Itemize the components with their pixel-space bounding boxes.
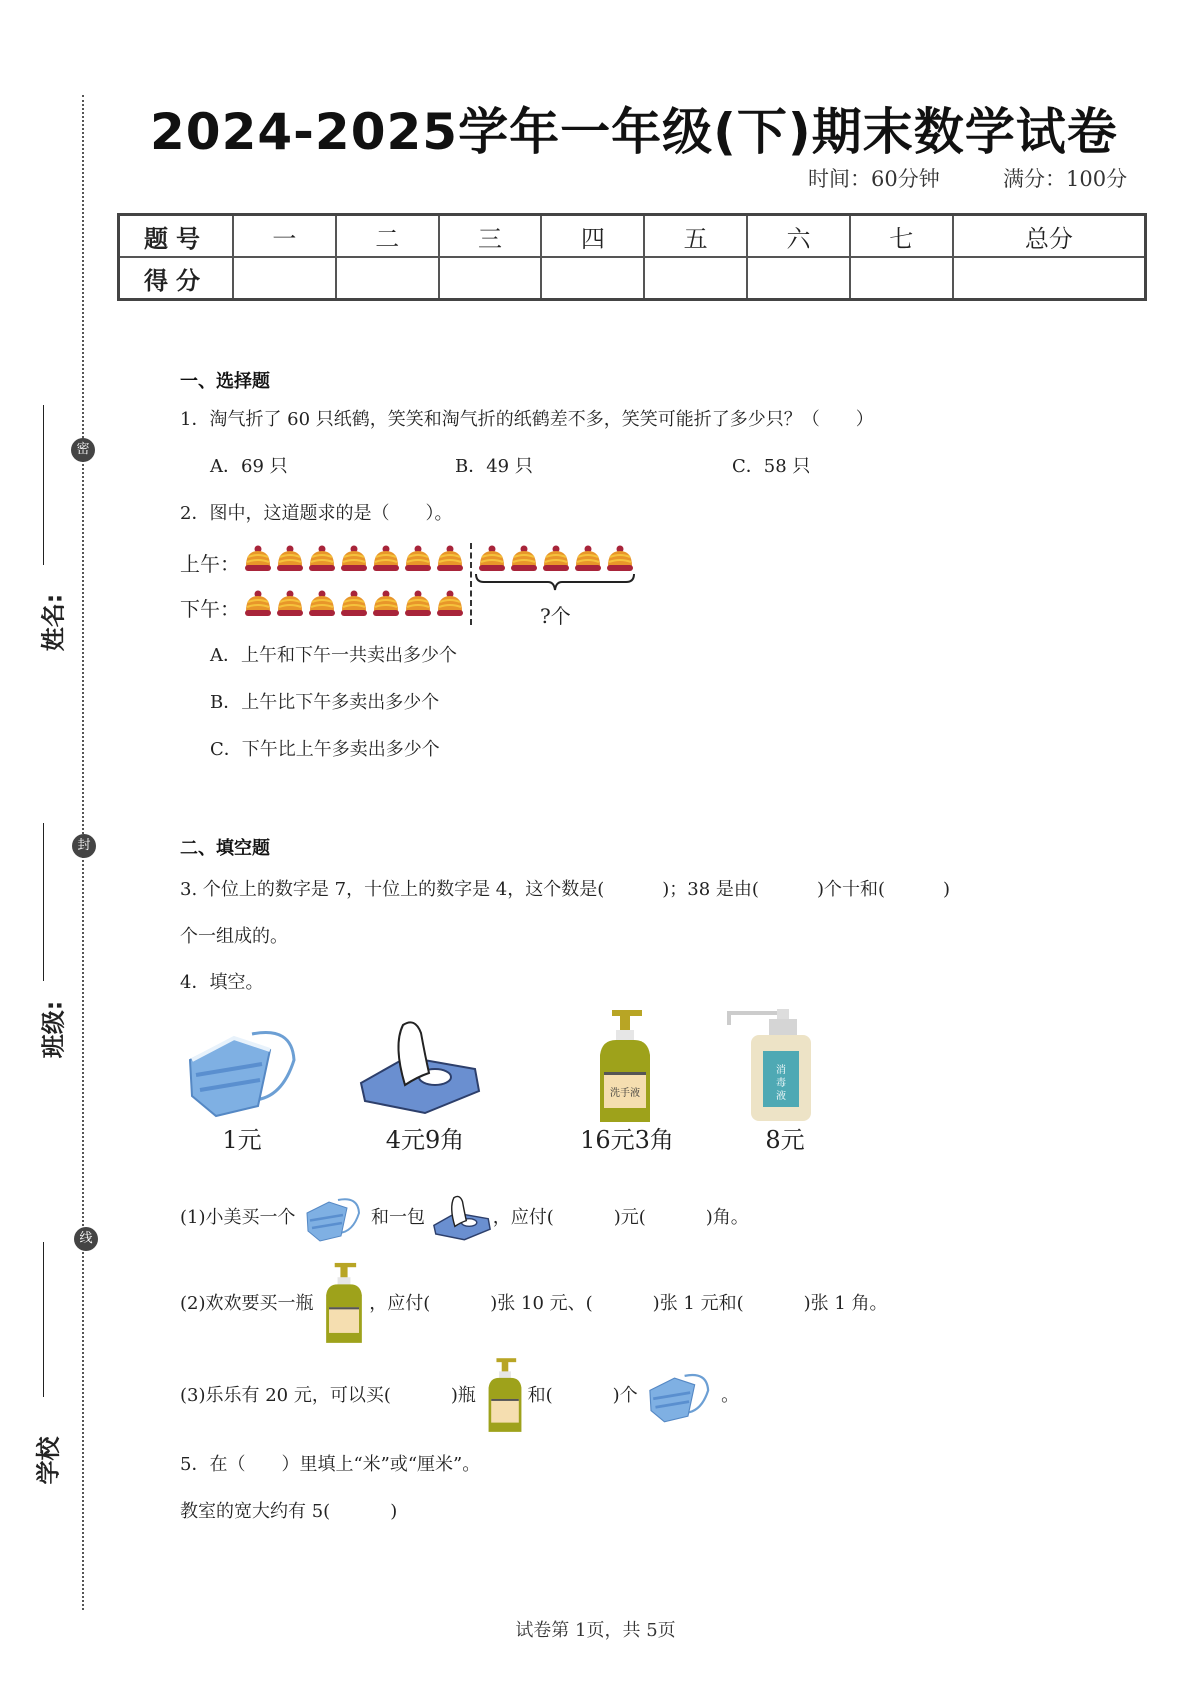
q4-sub3-text-d: )个 [612,1385,638,1406]
class-field-label: 班级: [39,1000,68,1059]
col-header: 一 [233,215,336,258]
exam-time: 时间：60分钟 [808,167,940,191]
score-cell[interactable] [439,257,542,300]
afternoon-label: 下午： [180,597,240,621]
disinfectant-icon [725,1005,815,1125]
knit-hat-icon [404,544,432,572]
q4-sub1-text-b: 和一包 [370,1207,425,1228]
svg-text:液: 液 [776,1091,786,1102]
knit-hat-icon [436,544,464,572]
score-cell-total[interactable] [953,257,1146,300]
q2-option-a[interactable]: A．上午和下午一共卖出多少个 [210,645,457,666]
q4-sub2-text-c: )张 10 元、( [490,1293,593,1314]
q4-sub3 [180,1355,739,1437]
q1-text: 1．淘气折了 60 只纸鹤，笑笑和淘气折的纸鹤差不多，笑笑可能折了多少只？（ ） [180,409,874,430]
knit-hat-icon [372,544,400,572]
name-field-label: 姓名: [39,593,68,652]
q3-text-c: )个十和( [816,879,885,900]
knit-hat-icon [478,544,506,572]
afternoon-hats [244,589,464,617]
knit-hat-icon [244,544,272,572]
page-footer: 试卷第 1页，共 5页 [515,1620,676,1641]
face-mask-icon [301,1193,365,1243]
brace-label: ?个 [540,604,571,628]
knit-hat-icon [372,589,400,617]
knit-hat-icon [574,544,602,572]
q5-text: 5．在（ ）里填上“米”或“厘米”。 [180,1454,481,1475]
q4-text: 4．填空。 [180,972,264,993]
q4-sub3-text-b: )瓶 [450,1385,476,1406]
q4-sub2-text-a: (2)欢欢要买一瓶 [180,1293,314,1314]
knit-hat-icon [340,589,368,617]
section1-heading: 一、选择题 [180,371,270,392]
knit-hat-icon [436,589,464,617]
row-header-score: 得分 [119,257,234,300]
knit-hat-icon [244,589,272,617]
seal-mi-icon: 密 [71,438,95,462]
col-header: 四 [541,215,644,258]
price-soap: 16元3角 [580,1126,674,1154]
col-header: 五 [644,215,747,258]
q5-line [180,1497,397,1523]
q2-option-b[interactable]: B．上午比下午多卖出多少个 [210,692,440,713]
col-header-total: 总分 [953,215,1146,258]
wet-wipes-icon [431,1190,493,1246]
seal-feng-icon: 封 [72,834,96,858]
q2-text: 2．图中，这道题求的是（ ）。 [180,503,453,524]
q4-sub1-text-c: ，应付( [492,1207,554,1228]
morning-label: 上午： [180,552,240,576]
morning-hats [244,544,634,572]
brace-icon [474,572,636,592]
q4-sub1-text-a: (1)小美买一个 [180,1207,296,1228]
knit-hat-icon [606,544,634,572]
q4-sub1-text-d: )元( [613,1207,646,1228]
knit-hat-icon [510,544,538,572]
class-field-line[interactable] [43,823,44,981]
q4-sub2-text-b: ，应付( [369,1293,431,1314]
q1-option-a[interactable]: A．69 只 [210,456,288,477]
q3-text-b: )；38 是由( [662,879,759,900]
score-cell[interactable] [644,257,747,300]
section2-heading: 二、填空题 [180,838,270,859]
q2-option-c[interactable]: C．下午比上午多卖出多少个 [210,739,440,760]
hand-soap-icon [319,1258,369,1350]
knit-hat-icon [308,589,336,617]
exam-full-score: 满分：100分 [1003,167,1128,191]
score-cell[interactable] [233,257,336,300]
col-header: 二 [336,215,439,258]
school-field-label: 学校 [34,1436,63,1485]
wet-wipes-icon [355,1015,485,1120]
knit-hat-icon [276,544,304,572]
score-cell[interactable] [850,257,953,300]
q4-sub2-text-e: )张 1 角。 [803,1293,888,1314]
school-field-line[interactable] [43,1242,44,1397]
seal-xian-icon: 线 [74,1227,98,1251]
q4-sub2-text-d: )张 1 元和( [652,1293,744,1314]
q4-sub3-text-a: (3)乐乐有 20 元，可以买( [180,1385,391,1406]
knit-hat-icon [340,544,368,572]
name-field-line[interactable] [43,405,44,565]
face-mask-icon [643,1368,715,1424]
score-cell[interactable] [541,257,644,300]
svg-text:消: 消 [776,1065,786,1076]
col-header: 六 [747,215,850,258]
q5-line-end: ) [390,1501,398,1522]
soap-label: 洗手液 [610,1088,640,1099]
score-cell[interactable] [336,257,439,300]
score-table-header-row [119,215,1146,258]
hand-soap-icon [482,1355,528,1437]
price-disinfectant: 8元 [765,1126,805,1154]
face-mask-icon [182,1020,302,1120]
price-mask: 1元 [222,1126,262,1154]
q4-sub1-text-e: )角。 [705,1207,749,1228]
q4-sub1 [180,1190,749,1246]
knit-hat-icon [542,544,570,572]
col-header: 三 [439,215,542,258]
knit-hat-icon [276,589,304,617]
score-table [117,213,1147,301]
knit-hat-icon [404,589,432,617]
q3-text-d: ) [942,879,951,900]
q4-sub3-text-c: 和( [527,1385,553,1406]
q4-sub2 [180,1258,888,1350]
col-header: 七 [850,215,953,258]
row-header-question-no: 题号 [119,215,234,258]
q3-text-a: 3. 个位上的数字是 7，十位上的数字是 4，这个数是( [180,879,605,900]
q4-sub3-text-e: 。 [721,1385,740,1406]
knit-hat-icon [308,544,336,572]
svg-text:毒: 毒 [776,1078,786,1089]
exam-title: 2024-2025学年一年级(下)期末数学试卷 [150,103,1118,161]
q1-option-b[interactable]: B．49 只 [455,456,533,477]
q1-option-c[interactable]: C．58 只 [732,456,811,477]
hand-soap-icon [590,1010,660,1125]
q3-line1 [180,875,950,901]
q5-line-text: 教室的宽大约有 5( [180,1501,331,1522]
score-cell[interactable] [747,257,850,300]
q3-line2: 个一组成的。 [180,926,288,947]
score-table-score-row [119,257,1146,300]
price-wipes: 4元9角 [385,1126,465,1154]
dashed-divider [470,543,472,625]
